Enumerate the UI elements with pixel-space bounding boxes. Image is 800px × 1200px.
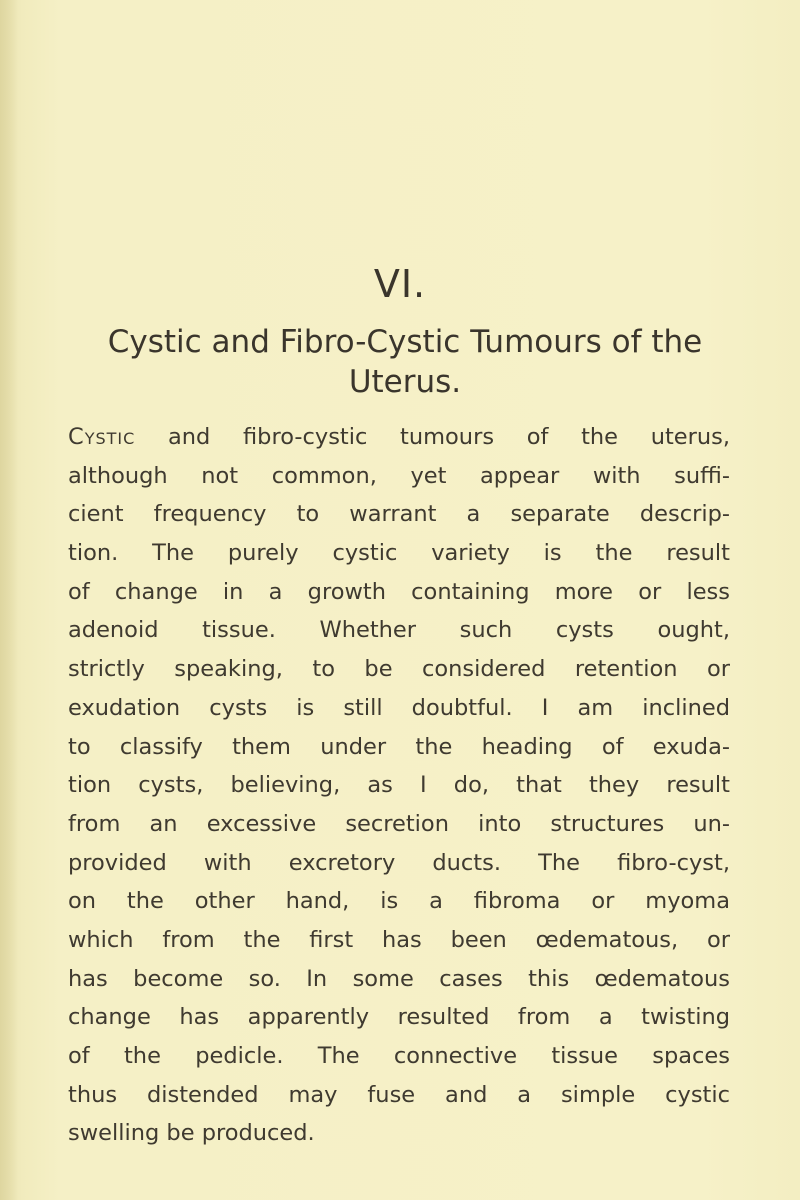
paragraph-line: on the other hand, is a fibroma or myoma [68, 888, 730, 915]
paragraph-line: strictly speaking, to be considered retention or [68, 656, 730, 683]
paragraph-line: tion cysts, believing, as I do, that they result [68, 772, 730, 799]
paragraph-line: of the pedicle. The connective tissue spaces [68, 1043, 730, 1069]
paragraph-line-text: and fibro-cystic tumours of the uterus, [135, 424, 730, 450]
paragraph-line: thus distended may fuse and a simple cystic [68, 1081, 730, 1108]
paragraph-line [68, 418, 730, 457]
paragraph-line: provided with excretory ducts. The fibro-cyst, [68, 849, 730, 876]
paragraph-line: has become so. In some cases this œdematous [68, 965, 730, 992]
paragraph-line: tion. The purely cystic variety is the result [68, 540, 730, 567]
paragraph-line: exudation cysts is still doubtful. I am inclined [68, 694, 730, 721]
chapter-number: VI. [373, 262, 427, 306]
paragraph-line: change has apparently resulted from a twisting [68, 1004, 730, 1031]
paragraph-line: to classify them under the heading of exuda- [68, 733, 730, 760]
body-paragraph [68, 418, 730, 1153]
binding-shadow [0, 0, 18, 1200]
chapter-title: Cystic and Fibro-Cystic Tumours of the Uterus. [107, 324, 703, 400]
paragraph-line: of change in a growth containing more or less [68, 578, 730, 605]
paragraph-line: swelling be produced. [68, 1120, 315, 1147]
paragraph-line: although not common, yet appear with suffi- [68, 462, 730, 489]
paragraph-line: which from the first has been œdematous, or [68, 926, 730, 953]
paragraph-line: adenoid tissue. Whether such cysts ought, [68, 617, 730, 644]
paragraph-line: from an excessive secretion into structures un- [68, 810, 730, 837]
paragraph-lead-word: Cystic [68, 424, 136, 450]
paragraph-line: cient frequency to warrant a separate descrip- [68, 501, 730, 528]
